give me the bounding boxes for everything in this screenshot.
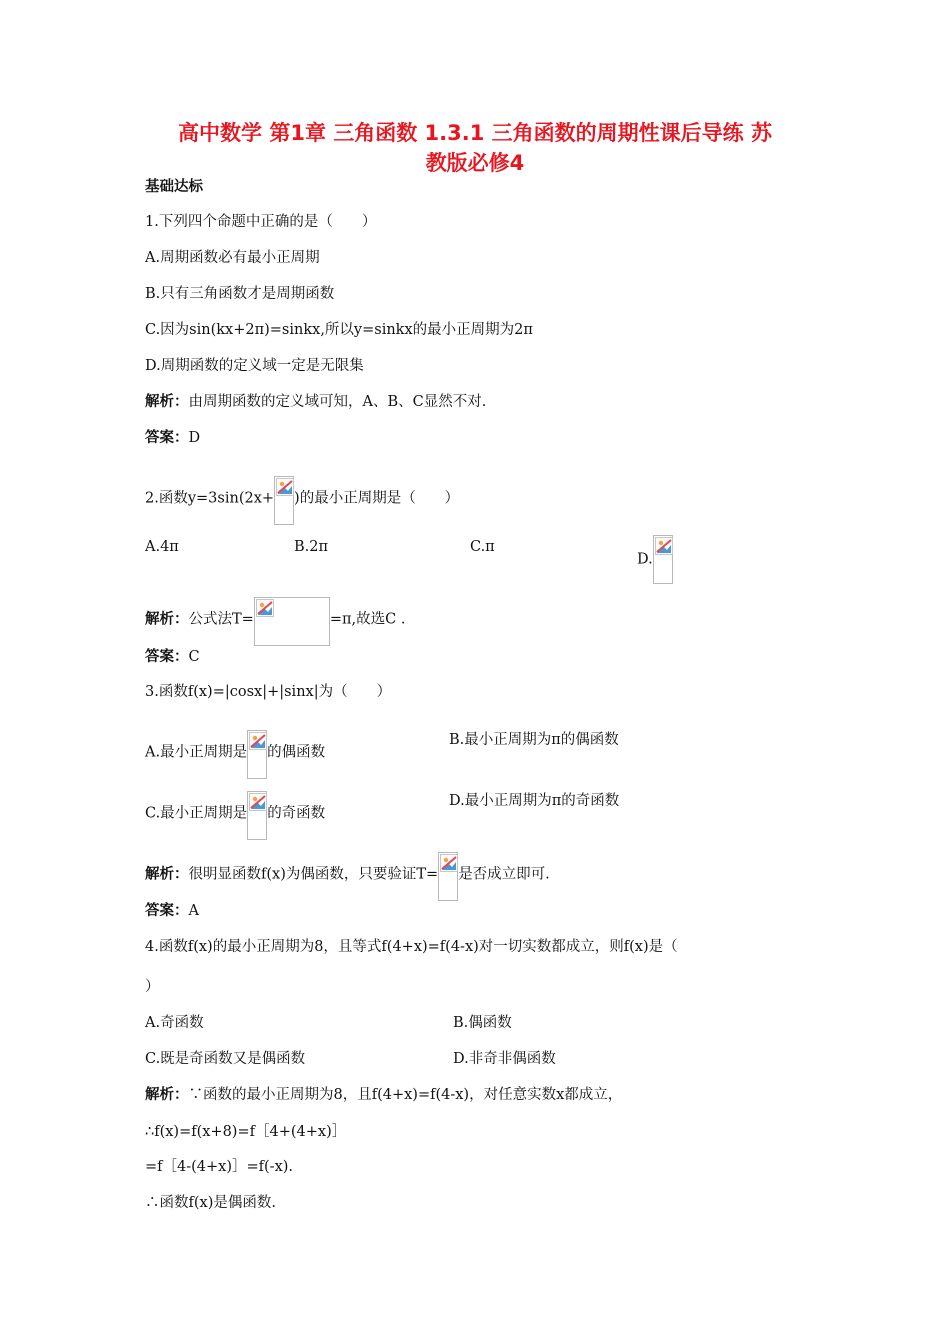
q1-option-c: C.因为sin(kx+2π)=sinkx,所以y=sinkx的最小正周期为2π <box>145 322 533 338</box>
q1-option-b: B.只有三角函数才是周期函数 <box>145 286 335 302</box>
q2-analysis-before: 公式法T= <box>188 611 254 628</box>
q2-option-d-label: D. <box>637 551 653 568</box>
q1-answer-value: D <box>188 430 201 446</box>
answer-label: 答案： <box>145 430 189 446</box>
analysis-label: 解析： <box>145 394 189 410</box>
q3-option-c <box>145 789 325 838</box>
analysis-label: 解析： <box>145 866 189 883</box>
q2-option-b: B.2π <box>294 539 329 555</box>
q4-option-a: A.奇函数 <box>145 1015 204 1031</box>
q2-answer-value: C <box>188 649 200 665</box>
q1-stem: 1.下列四个命题中正确的是（ ） <box>145 214 377 230</box>
q3-answer <box>145 899 199 923</box>
title-line-1: 高中数学 第1章 三角函数 1.3.1 三角函数的周期性课后导练 苏 <box>178 121 772 145</box>
answer-label: 答案： <box>145 903 189 919</box>
q4-analysis <box>145 1083 622 1107</box>
q3-analysis <box>145 850 550 899</box>
q2-answer <box>145 645 200 669</box>
q4-step-2: =f［4-(4+x)］=f(-x). <box>145 1159 294 1175</box>
q2-analysis <box>145 595 405 644</box>
image-glyph-icon <box>249 732 267 750</box>
q4-stem-line-1: 4.函数f(x)的最小正周期为8，且等式f(4+x)=f(4-x)对一切实数都成立，则f(x)是（ <box>145 939 678 955</box>
q1-answer <box>145 426 200 450</box>
answer-label: 答案： <box>145 649 189 665</box>
q3-option-a-after: 的偶函数 <box>267 744 326 761</box>
section-heading: 基础达标 <box>145 179 203 195</box>
q3-option-a-before: A.最小正周期是 <box>145 744 248 761</box>
q2-stem <box>145 474 459 523</box>
broken-image-icon <box>274 476 294 525</box>
image-glyph-icon <box>276 478 294 496</box>
broken-image-icon <box>438 852 458 901</box>
q3-answer-value: A <box>188 903 199 919</box>
q1-option-d: D.周期函数的定义域一定是无限集 <box>145 358 364 374</box>
q4-option-c: C.既是奇函数又是偶函数 <box>145 1051 306 1067</box>
q2-analysis-after: =π,故选C . <box>329 611 406 628</box>
analysis-label: 解析： <box>145 1087 189 1103</box>
q1-analysis <box>145 390 486 414</box>
broken-image-icon <box>247 730 267 779</box>
q3-option-c-before: C.最小正周期是 <box>145 805 248 822</box>
broken-image-icon <box>653 535 673 584</box>
q3-option-c-after: 的奇函数 <box>267 805 326 822</box>
broken-image-icon <box>247 791 267 840</box>
image-glyph-icon <box>249 793 267 811</box>
q2-option-d <box>637 535 673 584</box>
q1-option-a: A.周期函数必有最小正周期 <box>145 250 320 266</box>
image-glyph-icon <box>440 854 458 872</box>
title-line-2: 教版必修4 <box>425 151 525 175</box>
q3-stem: 3.函数f(x)=|cosx|+|sinx|为（ ） <box>145 684 392 700</box>
q3-analysis-after: 是否成立即可. <box>458 866 550 883</box>
q4-option-d: D.非奇非偶函数 <box>453 1051 556 1067</box>
q4-step-1: ∴f(x)=f(x+8)=f［4+(4+x)］ <box>145 1124 347 1140</box>
q4-step-3: ∴函数f(x)是偶函数. <box>145 1195 276 1211</box>
q2-option-a: A.4π <box>145 539 179 555</box>
q3-option-d: D.最小正周期为π的奇函数 <box>449 793 620 809</box>
q3-analysis-before: 很明显函数f(x)为偶函数，只要验证T= <box>188 866 439 883</box>
q2-stem-before: 2.函数y=3sin(2x+ <box>145 490 275 507</box>
document-title <box>130 118 820 178</box>
q3-option-a <box>145 728 325 777</box>
image-glyph-icon <box>655 537 673 555</box>
analysis-label: 解析： <box>145 611 189 628</box>
image-glyph-icon <box>256 599 274 617</box>
q2-option-c: C.π <box>470 539 495 555</box>
q2-stem-after: )的最小正周期是（ ） <box>294 490 460 507</box>
q1-analysis-text: 由周期函数的定义域可知，A、B、C显然不对. <box>188 394 487 410</box>
q3-option-b: B.最小正周期为π的偶函数 <box>449 732 619 748</box>
q4-option-b: B.偶函数 <box>453 1015 512 1031</box>
q4-analysis-text: ∵函数的最小正周期为8，且f(4+x)=f(4-x)，对任意实数x都成立， <box>188 1087 623 1103</box>
broken-image-icon <box>254 597 330 646</box>
q4-stem-line-2: ） <box>145 979 160 995</box>
